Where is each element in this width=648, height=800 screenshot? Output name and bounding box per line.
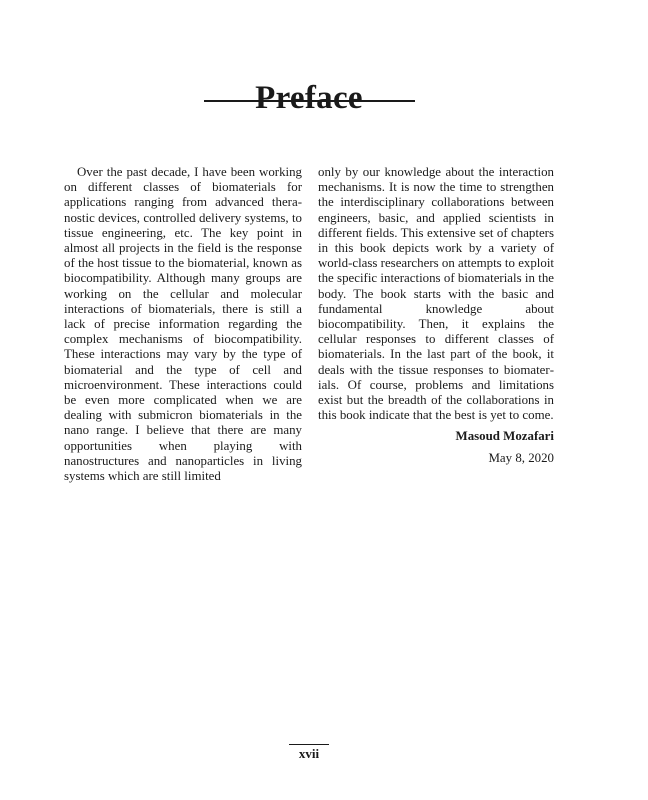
left-column [64,165,302,484]
footer-rule [289,744,329,745]
page-title: Preface [255,80,363,117]
preface-paragraph-right: only by our knowledge about the interaction mechanisms. It is now the time to strengthen the interdisciplinary collaborations between engineers, basic, and applied scientists in different fields. This extensive set of chapters in this book depicts work by a variety of world-class researchers on attempts to exploit the specific interactions of biomaterials in the body. The book starts with the basic and fundamental knowledge about biocompatibility. Then, it explains the cellular responses to different classes of biomaterials. In the last part of the book, it deals with the tissue responses to biomaterials. Of course, problems and limitations exist but the breadth of the collaborations in this book indicate that the best is yet to come. [318,165,554,423]
signature-date: May 8, 2020 [488,450,554,465]
page-number: xvii [298,746,320,761]
author-signature: Masoud Mozafari [455,429,554,444]
right-column [318,165,554,466]
preface-paragraph-left: Over the past decade, I have been working on different classes of biomaterials for applications ranging from advanced theranostic devices, controlled delivery systems, to tissue engineering, etc. The key point in almost all projects in the field is the response of the host tissue to the biomaterial, known as biocompatibility. Although many groups are working on the cellular and molecular interactions of biomaterials, there is still a lack of precise information regarding the complex mechanisms of biocompatibility. These interactions may vary by the type of biomaterial and the type of cell and microenvironment. These interactions could be even more complicated when we are dealing with submicron biomaterials in the nano range. I believe that there are many opportunities when playing with nanostructures and nanoparticles in living systems which are still limited [64,165,302,484]
title-underline [204,100,415,102]
